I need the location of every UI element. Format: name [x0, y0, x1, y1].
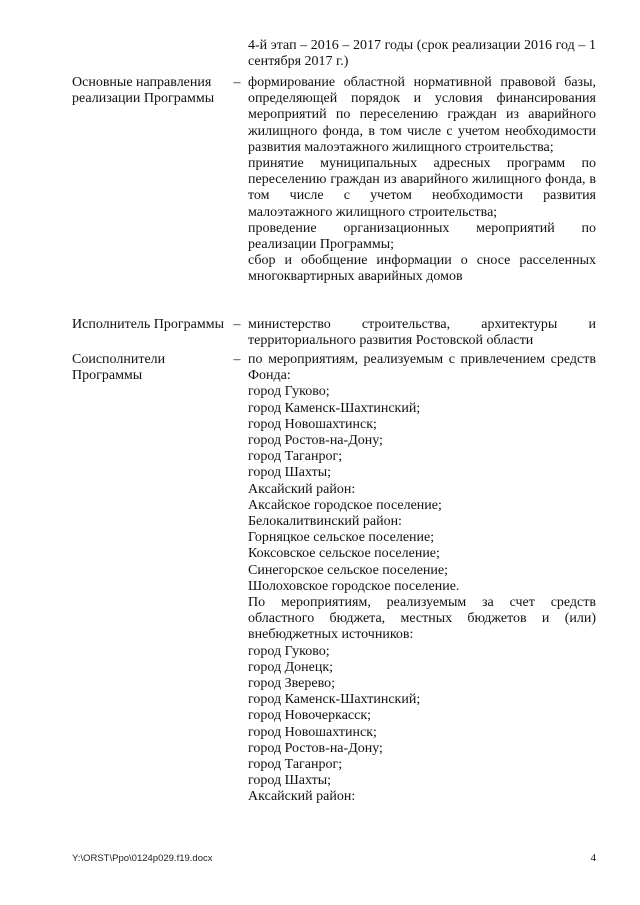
- coexecutors-dash: –: [233, 352, 241, 367]
- budget-intro: По мероприятиям, реализуемым за счет средств областного бюджета, местных бюджетов и (или) внебюджетных источников:: [248, 595, 596, 643]
- budget-item: город Шахты;: [248, 773, 332, 789]
- fund-item: Аксайский район:: [248, 481, 356, 497]
- fund-item: город Гуково;: [248, 384, 330, 400]
- budget-item: Аксайский район:: [248, 789, 356, 805]
- fund-item: Шолоховское городское поселение.: [248, 578, 460, 594]
- fund-item: город Каменск-Шахтинский;: [248, 400, 421, 416]
- budget-item: город Гуково;: [248, 643, 330, 659]
- directions-label: Основные направления реализации Программы: [72, 75, 215, 107]
- fund-item: Коксовское сельское поселение;: [248, 546, 440, 562]
- coexecutors-content: [248, 352, 596, 806]
- budget-item: город Ростов-на-Дону;: [248, 740, 383, 756]
- fund-intro: по мероприятиям, реализуемым с привлечением средств Фонда:: [248, 352, 596, 384]
- budget-item: город Таганрог;: [248, 757, 343, 773]
- fund-item: город Новошахтинск;: [248, 416, 377, 432]
- page-number: 4: [590, 852, 596, 864]
- executor-text: министерство строительства, архитектуры и территориального развития Ростовской области: [248, 317, 596, 349]
- budget-item: город Новочеркасск;: [248, 708, 372, 724]
- fund-item: город Шахты;: [248, 465, 332, 481]
- directions-dash: –: [233, 75, 241, 90]
- fund-item: Синегорское сельское поселение;: [248, 562, 449, 578]
- stage4-text: [248, 38, 596, 70]
- budget-item: город Донецк;: [248, 659, 334, 675]
- fund-item: Аксайское городское поселение;: [248, 497, 442, 513]
- executor-label: Исполнитель Программы: [72, 317, 224, 332]
- fund-item: Белокалитвинский район:: [248, 514, 402, 530]
- fund-item: город Ростов-на-Дону;: [248, 433, 383, 449]
- executor-content: [248, 317, 596, 349]
- footer-file-path: Y:\ORST\Ppo\0124p029.f19.docx: [72, 853, 213, 864]
- directions-paragraph: принятие муниципальных адресных программ по переселению граждан из аварийного жилищного фонда, в том числе с учетом необходимости развития малоэтажного жилищного строительства;: [248, 156, 596, 220]
- directions-content: [248, 75, 596, 286]
- directions-paragraph: проведение организационных мероприятий по реализации Программы;: [248, 220, 596, 253]
- coexecutors-label: Соисполнители Программы: [72, 352, 166, 384]
- directions-paragraph: сбор и обобщение информации о сносе расселенных многоквартирных аварийных домов: [248, 253, 596, 285]
- executor-dash: –: [233, 317, 241, 332]
- fund-item: город Таганрог;: [248, 449, 343, 465]
- fund-item: Горняцкое сельское поселение;: [248, 530, 435, 546]
- budget-item: город Зверево;: [248, 676, 335, 692]
- directions-paragraph: формирование областной нормативной правовой базы, определяющей порядок и условия финансирования мероприятий по переселению граждан из аварийного жилищного фонда, в том числе с учетом необходимости развития малоэтажного жилищного строительства;: [248, 75, 596, 155]
- budget-item: город Новошахтинск;: [248, 724, 377, 740]
- budget-item: город Каменск-Шахтинский;: [248, 692, 421, 708]
- stage4-paragraph: 4-й этап – 2016 – 2017 годы (срок реализации 2016 год – 1 сентября 2017 г.): [248, 38, 596, 70]
